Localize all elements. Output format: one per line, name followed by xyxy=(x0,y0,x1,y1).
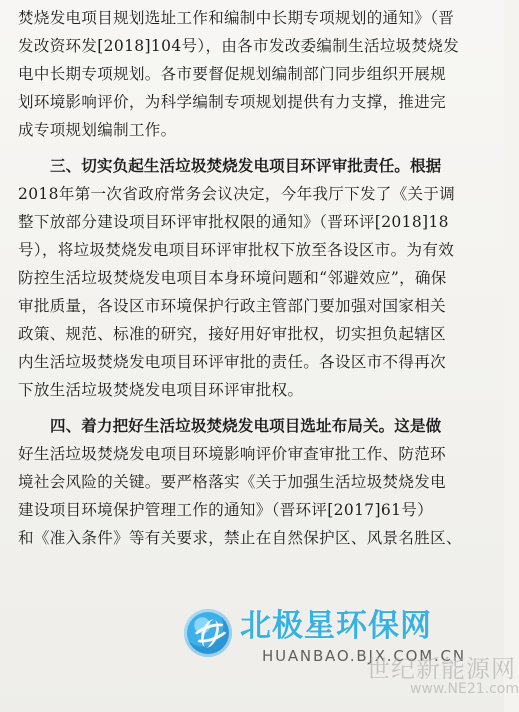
text-line-7: 2018年第一次省政府常务会议决定，今年我厅下发了《关于调 xyxy=(18,185,456,203)
text-line-9: 号），将垃圾焚烧发电项目环评审批权下放至各设区市。为有效 xyxy=(18,241,455,259)
text-line-12: 政策、规范、标准的研究，接好用好审批权，切实担负起辖区 xyxy=(18,325,446,343)
text-line-17: 境社会风险的关键。要严格落实《关于加强生活垃圾焚烧发电 xyxy=(18,473,446,491)
document-body xyxy=(18,4,488,552)
text-line-16: 好生活垃圾焚烧发电项目环境影响评价审查审批工作、防范环 xyxy=(18,445,446,463)
text-line-5: 成专项规划编制工作。 xyxy=(18,121,177,139)
paragraph-gap-2 xyxy=(18,404,488,412)
text-line-13: 内生活垃圾焚烧发电项目环评审批的责任。各设区市不得再次 xyxy=(18,353,446,371)
text-line-11: 审批质量，各设区市环境保护行政主管部门要加强对国家相关 xyxy=(18,297,446,315)
section-heading-3: 三、切实负起生活垃圾焚烧发电项目环评审批责任。根据 xyxy=(50,157,442,175)
text-line-3: 电中长期专项规划。各市要督促规划编制部门同步组织开展规 xyxy=(18,65,446,83)
text-line-18: 建设项目环境保护管理工作的通知》（晋环评[2017]61号） xyxy=(18,501,434,519)
text-line-4: 划环境影响评价，为科学编制专项规划提供有力支撑，推进完 xyxy=(18,93,446,111)
watermark-title: 北极星环保网 xyxy=(240,608,432,644)
text-line-8: 整下放部分建设项目环评审批权限的通知》（晋环评[2018]18 xyxy=(18,213,449,231)
text-line-14: 下放生活垃圾焚烧发电项目环评审批权。 xyxy=(18,381,304,399)
paragraph-gap-1 xyxy=(18,144,488,152)
watermark xyxy=(170,605,519,697)
watermark-site: www.NE21.com xyxy=(410,681,519,697)
text-line-10: 防控生活垃圾焚烧发电项目本身环境问题和“邻避效应”，确保 xyxy=(18,269,447,287)
text-line-1: 焚烧发电项目规划选址工作和编制中长期专项规划的通知》（晋 xyxy=(18,9,455,27)
text-line-19: 和《准入条件》等有关要求，禁止在自然保护区、风景名胜区、 xyxy=(18,529,462,547)
watermark-domain: HUANBAO.BJX.COM.CN xyxy=(262,647,466,665)
text-line-2: 发改资环发[2018]104号），由各市发改委编制生活垃圾焚烧发 xyxy=(18,37,460,55)
globe-logo-icon xyxy=(184,609,232,657)
section-heading-4: 四、着力把好生活垃圾焚烧发电项目选址布局关。这是做 xyxy=(50,417,442,435)
watermark-brand: 世纪新能源网 xyxy=(366,655,516,683)
